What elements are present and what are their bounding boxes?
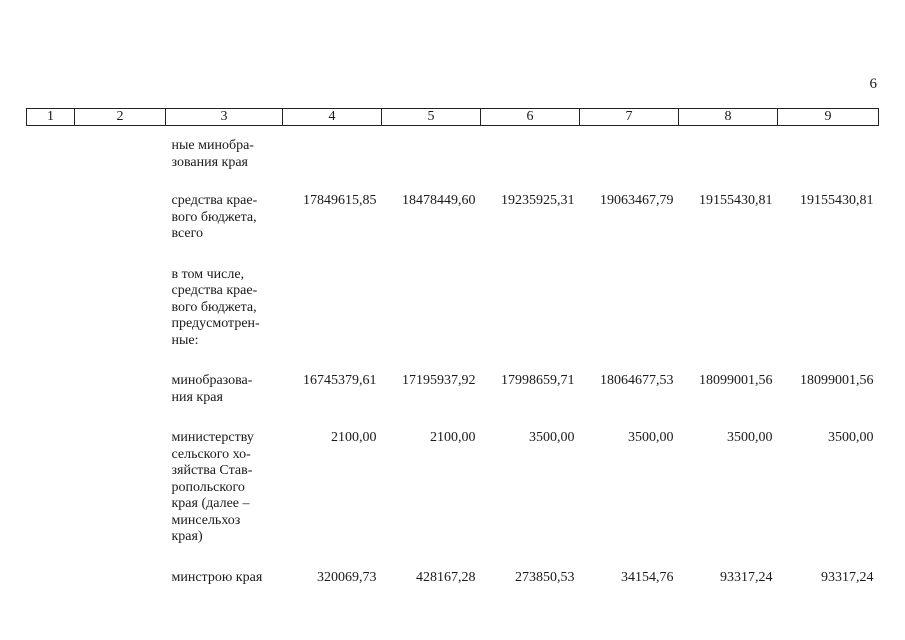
value-cell: 3500,00 xyxy=(628,430,674,445)
label-line: сельского хо- xyxy=(171,446,251,462)
table-row xyxy=(27,430,879,570)
column-header-4: 4 xyxy=(283,109,382,126)
value-cell: 34154,76 xyxy=(621,569,674,585)
row-label xyxy=(166,267,283,374)
row-label xyxy=(166,430,283,570)
value-cell: 320069,73 xyxy=(317,569,377,585)
label-line: вого бюджета, xyxy=(171,209,257,225)
cell-col2 xyxy=(75,430,166,570)
value-cell: 2100,00 xyxy=(331,430,377,445)
value-cell xyxy=(382,126,481,194)
budget-table xyxy=(26,108,879,586)
label-line: ные минобра- xyxy=(171,138,254,153)
table-row xyxy=(27,267,879,374)
value-cell: 17195937,92 xyxy=(402,373,476,388)
value-cell: 428167,28 xyxy=(416,569,476,585)
label-line: ропольского xyxy=(171,479,245,495)
row-label xyxy=(166,373,283,430)
value-cell: 2100,00 xyxy=(430,430,476,445)
value-cell xyxy=(382,267,481,374)
label-line: ния края xyxy=(171,389,223,405)
cell-col2 xyxy=(75,570,166,587)
label-line: в том числе, xyxy=(171,266,245,282)
column-header-5: 5 xyxy=(382,109,481,126)
value-cell: 19063467,79 xyxy=(600,193,674,208)
row-label xyxy=(166,126,283,194)
value-cell: 18478449,60 xyxy=(402,193,476,208)
value-cell: 16745379,61 xyxy=(303,373,377,388)
table-row xyxy=(27,126,879,194)
value-cell: 19235925,31 xyxy=(501,193,575,208)
label-line: вого бюджета, xyxy=(171,299,257,315)
value-cell xyxy=(580,267,679,374)
table-header xyxy=(27,109,879,126)
value-cell: 93317,24 xyxy=(821,569,874,585)
column-header-3: 3 xyxy=(166,109,283,126)
label-line: ные: xyxy=(171,332,199,348)
table-row xyxy=(27,373,879,430)
column-header-8: 8 xyxy=(679,109,778,126)
cell-col2 xyxy=(75,267,166,374)
cell-col2 xyxy=(75,126,166,194)
value-cell xyxy=(481,126,580,194)
table-row xyxy=(27,193,879,267)
cell-col1 xyxy=(27,126,75,194)
cell-col1 xyxy=(27,193,75,267)
label-line: края (далее – xyxy=(171,496,250,511)
value-cell: 273850,53 xyxy=(515,569,575,585)
value-cell: 19155430,81 xyxy=(800,193,874,208)
label-line: минсельхоз xyxy=(171,512,241,528)
label-line: минобразова- xyxy=(171,373,253,388)
value-cell xyxy=(679,126,778,194)
row-label xyxy=(166,193,283,267)
value-cell: 3500,00 xyxy=(727,430,773,445)
value-cell: 18099001,56 xyxy=(699,373,773,388)
label-line: края) xyxy=(171,529,203,544)
value-cell: 18064677,53 xyxy=(600,373,674,388)
column-header-9: 9 xyxy=(778,109,879,126)
value-cell: 3500,00 xyxy=(529,430,575,445)
label-line: министерству xyxy=(171,430,254,445)
header-row xyxy=(27,109,879,126)
value-cell xyxy=(679,267,778,374)
column-header-6: 6 xyxy=(481,109,580,126)
column-header-1: 1 xyxy=(27,109,75,126)
value-cell: 3500,00 xyxy=(828,430,874,445)
value-cell: 93317,24 xyxy=(720,569,773,585)
label-line: зования края xyxy=(171,154,248,170)
label-line: зяйства Став- xyxy=(171,463,253,478)
cell-col1 xyxy=(27,570,75,587)
cell-col1 xyxy=(27,430,75,570)
value-cell xyxy=(283,267,382,374)
label-line: средства крае- xyxy=(171,193,258,208)
value-cell xyxy=(580,126,679,194)
label-line: предусмотрен- xyxy=(171,316,260,331)
value-cell: 18099001,56 xyxy=(800,373,874,388)
cell-col2 xyxy=(75,373,166,430)
cell-col2 xyxy=(75,193,166,267)
value-cell xyxy=(778,126,879,194)
value-cell xyxy=(481,267,580,374)
label-line: средства крае- xyxy=(171,283,258,298)
cell-col1 xyxy=(27,373,75,430)
table-row xyxy=(27,570,879,587)
value-cell: 17998659,71 xyxy=(501,373,575,388)
value-cell: 17849615,85 xyxy=(303,193,377,208)
row-label xyxy=(166,570,283,587)
value-cell: 19155430,81 xyxy=(699,193,773,208)
column-header-7: 7 xyxy=(580,109,679,126)
value-cell xyxy=(283,126,382,194)
column-header-2: 2 xyxy=(75,109,166,126)
label-line: минстрою края xyxy=(171,569,263,585)
value-cell xyxy=(778,267,879,374)
cell-col1 xyxy=(27,267,75,374)
label-line: всего xyxy=(171,226,204,241)
page-number: 6 xyxy=(869,76,877,92)
